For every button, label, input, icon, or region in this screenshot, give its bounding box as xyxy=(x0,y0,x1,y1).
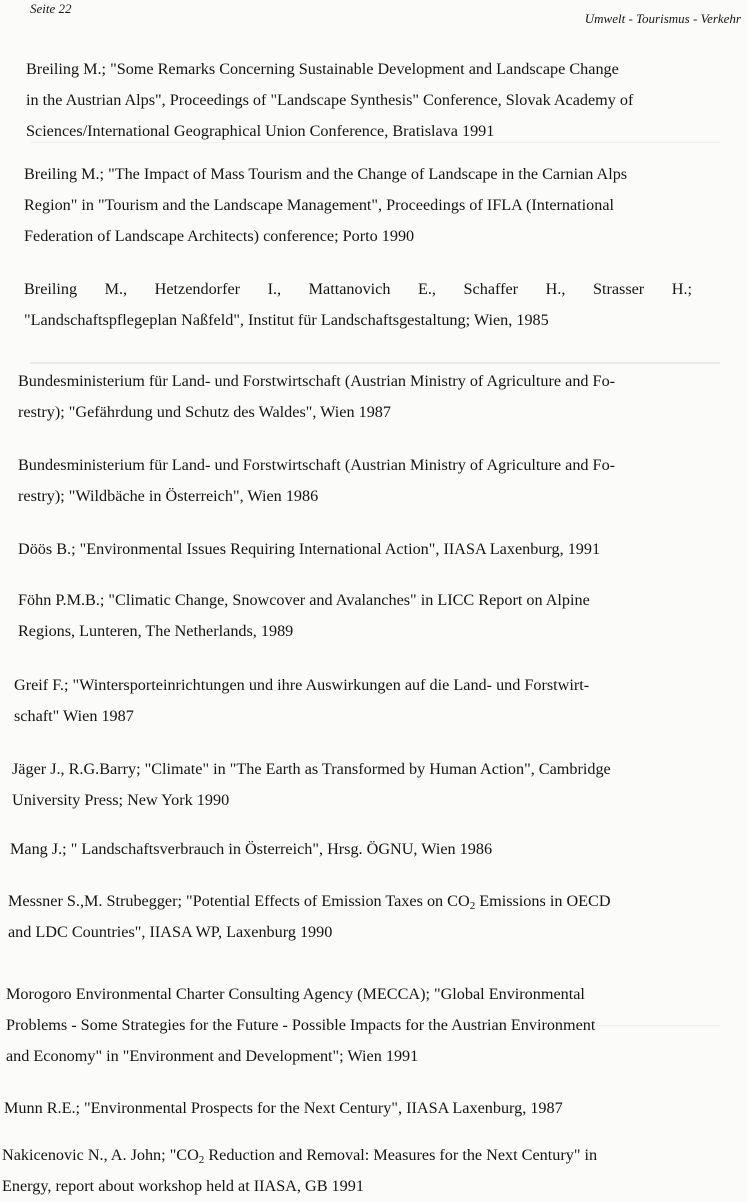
reference-line: Bundesministerium für Land- und Forstwirtschaft (Austrian Ministry of Agriculture and Fo- xyxy=(18,456,616,474)
reference-entry xyxy=(18,450,615,512)
reference-line: Breiling M.; "The Impact of Mass Tourism and the Change of Landscape in the Carnian Alps xyxy=(24,165,628,183)
reference-line: Nakicenovic N., A. John; "$CO_2$ Reduction and Removal: Measures for the Next Century" in xyxy=(2,1146,598,1166)
reference-entry xyxy=(24,274,692,336)
reference-line: Region" in "Tourism and the Landscape Management", Proceedings of IFLA (International xyxy=(24,196,615,214)
reference-line: Federation of Landscape Architects) conference; Porto 1990 xyxy=(24,227,415,245)
reference-line: Regions, Lunteren, The Netherlands, 1989 xyxy=(18,622,294,640)
reference-line: Munn R.E.; "Environmental Prospects for the Next Century", IIASA Laxenburg, 1987 xyxy=(4,1099,563,1117)
reference-entry xyxy=(4,1093,563,1124)
reference-line: Messner S.,M. Strubegger; "Potential Effects of Emission Taxes on $CO_2$ Emissions in OECD xyxy=(8,892,611,912)
reference-line: Energy, report about workshop held at IIASA, GB 1991 xyxy=(2,1177,364,1195)
reference-line: Döös B.; "Environmental Issues Requiring International Action", IIASA Laxenburg, 1991 xyxy=(18,540,601,558)
reference-line: restry); "Wildbäche in Österreich", Wien 1986 xyxy=(18,487,319,505)
reference-entry xyxy=(12,754,611,816)
reference-line: Mang J.; " Landschaftsverbrauch in Österreich", Hrsg. ÖGNU, Wien 1986 xyxy=(10,840,493,858)
reference-entry xyxy=(18,534,600,565)
reference-line: Jäger J., R.G.Barry; "Climate" in "The Earth as Transformed by Human Action", Cambridge xyxy=(12,760,611,778)
reference-entry xyxy=(18,366,615,428)
running-title: Umwelt - Tourismus - Verkehr xyxy=(584,11,741,26)
reference-line: and LDC Countries", IIASA WP, Laxenburg 1990 xyxy=(8,923,333,941)
reference-line: Morogoro Environmental Charter Consulting Agency (MECCA); "Global Environmental xyxy=(6,985,585,1003)
reference-line: Breiling M., Hetzendorfer I., Mattanovich E., Schaffer H., Strasser H.; xyxy=(24,280,692,298)
reference-entry xyxy=(10,834,492,865)
reference-line: "Landschaftspflegeplan Naßfeld", Institut für Landschaftsgestaltung; Wien, 1985 xyxy=(24,311,549,329)
reference-entry xyxy=(14,670,589,732)
reference-entry xyxy=(26,54,633,147)
page-number: Seite 22 xyxy=(30,1,72,16)
reference-entry xyxy=(8,886,611,948)
reference-line: Problems - Some Strategies for the Future - Possible Impacts for the Austrian Environment xyxy=(6,1016,596,1034)
reference-entry xyxy=(24,159,627,252)
reference-line: Greif F.; "Wintersporteinrichtungen und ihre Auswirkungen auf die Land- und Forstwirt- xyxy=(14,676,590,694)
reference-line: and Economy" in "Environment and Development"; Wien 1991 xyxy=(6,1047,419,1065)
reference-line: in the Austrian Alps", Proceedings of "Landscape Synthesis" Conference, Slovak Academy of xyxy=(26,91,634,109)
reference-line: Föhn P.M.B.; "Climatic Change, Snowcover and Avalanches" in LICC Report on Alpine xyxy=(18,591,590,609)
reference-line: restry); "Gefährdung und Schutz des Waldes", Wien 1987 xyxy=(18,403,391,421)
reference-entry xyxy=(6,979,595,1072)
reference-entry xyxy=(2,1140,597,1202)
reference-line: Breiling M.; "Some Remarks Concerning Sustainable Development and Landscape Change xyxy=(26,60,619,78)
reference-line: Bundesministerium für Land- und Forstwirtschaft (Austrian Ministry of Agriculture and Fo- xyxy=(18,372,616,390)
reference-line: schaft" Wien 1987 xyxy=(14,707,134,725)
reference-entry xyxy=(18,585,590,647)
reference-line: Sciences/International Geographical Union Conference, Bratislava 1991 xyxy=(26,122,495,140)
reference-line: University Press; New York 1990 xyxy=(12,791,230,809)
